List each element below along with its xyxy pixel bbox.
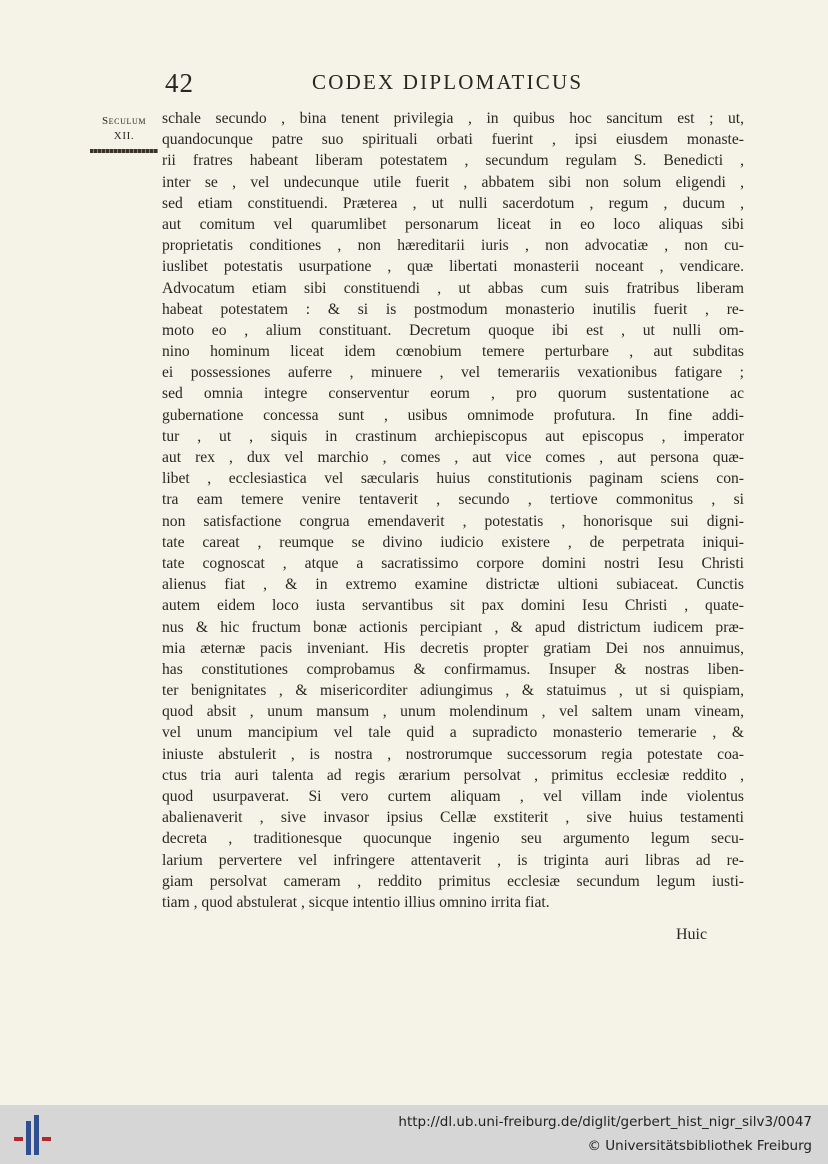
text-line: iniuste abstulerit , is nostra , nostrorumque successorum regia potestate coa-: [162, 745, 744, 763]
margin-note: [88, 114, 160, 144]
text-line: alienus fiat , & in extremo examine districtæ ultioni subiaceat. Cunctis: [162, 576, 744, 594]
text-line: has constitutiones comprobamus & confirmamus. Insuper & nostras liben-: [162, 660, 744, 678]
text-line: quod usurpaverat. Si vero curtem aliquam , vel villam inde violentus: [162, 788, 744, 805]
text-line: aut comitum vel quarumlibet personarum liceat in eo loco aliquas sibi: [162, 215, 744, 233]
text-line: tate cognoscat , atque a sacratissimo corpore domini nostri Iesu Christi: [162, 554, 744, 572]
text-line: mia æternæ pacis inveniant. His decretis propter gratiam Dei nos annuimus,: [162, 639, 744, 657]
text-line: tate careat , reumque se divino iudicio existere , de perpetrata iniqui-: [162, 533, 744, 551]
margin-note-century: Seculum: [101, 115, 147, 127]
text-line: vel unum mancipium vel tale quid a supradicto monasterio temerarie , &: [162, 724, 744, 742]
text-line: sed etiam constituendi. Præterea , ut nulli sacerdotum , regum , ducum ,: [162, 194, 744, 212]
text-line: habeat potestatem : & si is postmodum monasterio inutilis fuerit , re-: [162, 300, 744, 318]
text-line: tur , ut , siquis in crastinum archiepiscopus aut episcopus , imperator: [162, 427, 744, 445]
text-line: ei possessiones auferre , minuere , vel temerariis vexationibus fatigare ;: [162, 364, 744, 382]
library-logo-icon[interactable]: [14, 1115, 52, 1155]
text-line: nino hominum liceat idem cœnobium temere perturbare , aut subditas: [162, 343, 744, 361]
text-line: non satisfactione congrua emendaverit , potestatis , honorisque sui digni-: [162, 512, 744, 530]
text-line: giam persolvat cameram , reddito primitus ecclesiæ secundum legum iusti-: [162, 872, 744, 890]
body-text: [162, 108, 744, 913]
catchword: Huic: [676, 926, 708, 943]
running-head: CODEX DIPLOMATICUS: [312, 70, 584, 94]
text-line: ter benignitates , & misericorditer adiungimus , & statuimus , ut si quispiam,: [162, 682, 744, 700]
text-line: larium pervertere vel infringere attentaverit , is triginta auri libras ad re-: [162, 851, 744, 869]
text-line: quandocunque patre suo spirituali orbati fuerint , ipsi eiusdem monaste-: [162, 131, 744, 149]
text-line: aut rex , dux vel marchio , comes , aut vice comes , aut persona quæ-: [162, 449, 744, 466]
text-line: quod absit , unum mansum , unum molendinum , vel saltem unam vineam,: [162, 703, 744, 721]
text-line: schale secundo , bina tenent privilegia , in quibus hoc sancitum est ; ut,: [162, 110, 744, 127]
margin-divider: [90, 149, 158, 153]
text-line: nus & hic fructum bonæ actionis percipiant , & apud districtum iudicem præ-: [162, 618, 744, 636]
text-line: tiam , quod abstulerat , sicque intentio illius omnino irrita fiat.: [162, 893, 550, 911]
text-line: proprietatis conditiones , non hæreditarii iuris , non advocatiæ , non cu-: [162, 237, 744, 255]
text-line: tra eam temere venire tentaverit , secundo , tertiove commonitus , si: [162, 491, 744, 509]
text-line: ctus tria auri talenta ad regis ærarium persolvat , primitus ecclesiæ reddito ,: [162, 766, 744, 784]
text-line: iuslibet potestatis usurpatione , quæ libertati monasterii noceant , vendicare.: [162, 258, 744, 276]
copyright-notice: © Universitätsbibliothek Freiburg: [587, 1138, 812, 1154]
text-line: inter se , vel undecunque utile fuerit , abbatem sibi non solum eligendi ,: [162, 173, 744, 191]
text-line: libet , ecclesiastica vel sæcularis huius constitutionis paginam sciens con-: [162, 470, 744, 488]
text-line: moto eo , alium constituant. Decretum quoque ibi est , ut nulli om-: [162, 321, 744, 339]
page-number: 42: [165, 68, 194, 98]
text-line: gubernatione concessa sunt , usibus omnimode profutura. In fine addi-: [162, 406, 744, 424]
text-line: Advocatum etiam sibi constituendi , ut abbas cum suis fratribus liberam: [162, 279, 744, 297]
text-line: autem eidem loco iusta servantibus sit pax domini Iesu Christi , quate-: [162, 597, 744, 615]
text-line: sed omnia integre conserventur eorum , pro quorum sustentatione ac: [162, 385, 744, 403]
permalink-url[interactable]: http://dl.ub.uni-freiburg.de/diglit/gerbert_hist_nigr_silv3/0047: [398, 1114, 812, 1130]
viewer-footer: [0, 1105, 828, 1164]
text-line: rii fratres habeant liberam potestatem , secundum regulam S. Benedicti ,: [162, 152, 744, 170]
text-line: decreta , traditionesque quocunque ingenio seu argumento legum secu-: [162, 830, 744, 848]
margin-note-numeral: XII.: [113, 130, 135, 142]
text-line: abalienaverit , sive invasor ipsius Cellæ exstiterit , sive huius testamenti: [162, 809, 744, 827]
